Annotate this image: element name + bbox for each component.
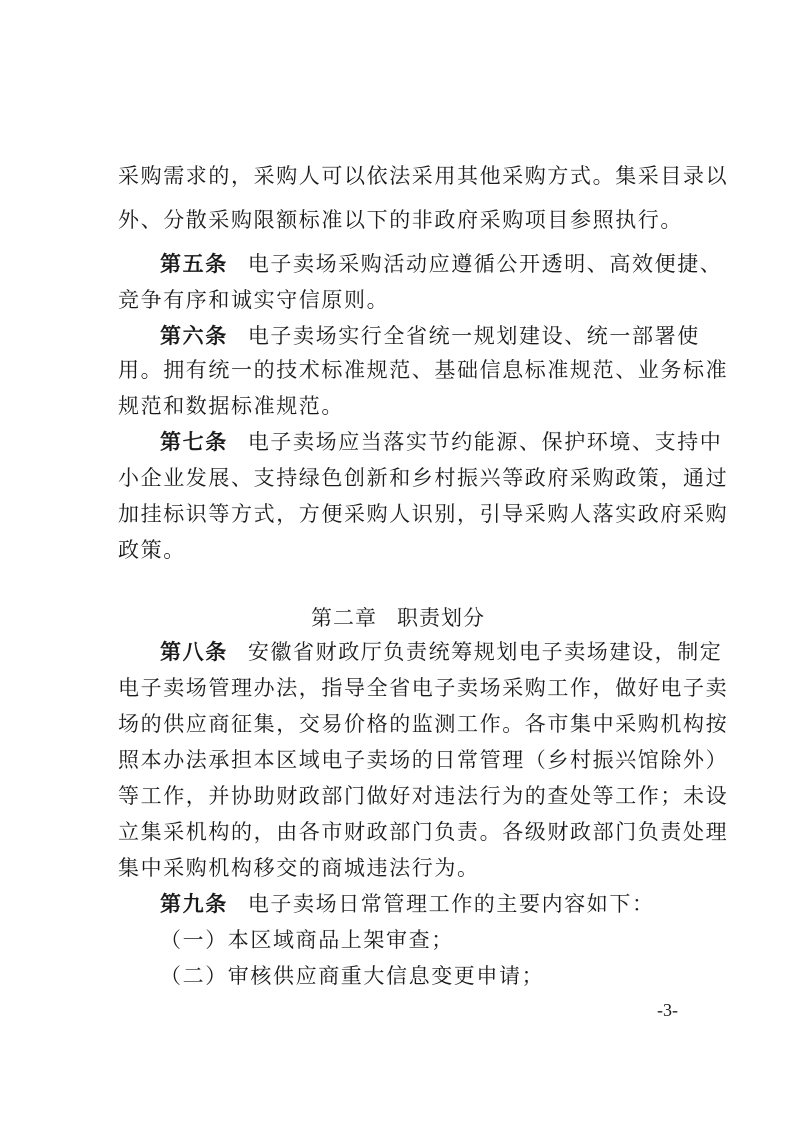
chapter-heading [118,600,678,636]
article-number: 第九条 [160,892,228,916]
article-number: 第六条 [160,324,228,348]
article-line: 第九条 电子卖场日常管理工作的主要内容如下： [160,892,655,916]
chapter-number: 第二章 [311,606,377,630]
article-number: 第八条 [160,640,228,664]
list-item: （二）审核供应商重大信息变更申请； [160,964,545,988]
article-line: 第六条 电子卖场实行全省统一规划建设、统一部署使 [160,324,700,348]
text-line: 加挂标识等方式，方便采购人识别，引导采购人落实政府采购 [118,502,729,526]
text-line: 竞争有序和诚实守信原则。 [118,288,390,312]
text-line: 外、分散采购限额标准以下的非政府采购项目参照执行。 [118,208,683,232]
chapter-title: 职责划分 [397,606,485,630]
text-line: 规范和数据标准规范。 [118,394,344,418]
text-line: 政策。 [118,538,186,562]
text-line: 场的供应商征集，交易价格的监测工作。各市集中采购机构按 [118,712,729,736]
text-line: 照本办法承担本区域电子卖场的日常管理（乡村振兴馆除外） [118,748,729,772]
text-line: 采购需求的，采购人可以依法采用其他采购方式。集采目录以 [118,164,729,188]
text-line: 用。拥有统一的技术标准规范、基础信息标准规范、业务标准 [118,358,729,382]
article-line: 第七条 电子卖场应当落实节约能源、保护环境、支持中 [160,430,723,454]
text-line: 集中采购机构移交的商城违法行为。 [118,856,480,880]
text-line: 小企业发展、支持绿色创新和乡村振兴等政府采购政策，通过 [118,466,729,490]
list-item: （一）本区域商品上架审查； [160,928,454,952]
page-number: -3- [657,1000,678,1020]
article-number: 第五条 [160,252,228,276]
article-line: 第五条 电子卖场采购活动应遵循公开透明、高效便捷、 [160,252,723,276]
text-line: 电子卖场管理办法，指导全省电子卖场采购工作，做好电子卖 [118,676,729,700]
text-line: 等工作，并协助财政部门做好对违法行为的查处等工作；未设 [118,784,729,808]
article-line: 第八条 安徽省财政厅负责统筹规划电子卖场建设，制定 [160,640,723,664]
text-line: 立集采机构的，由各市财政部门负责。各级财政部门负责处理 [118,820,729,844]
article-number: 第七条 [160,430,228,454]
